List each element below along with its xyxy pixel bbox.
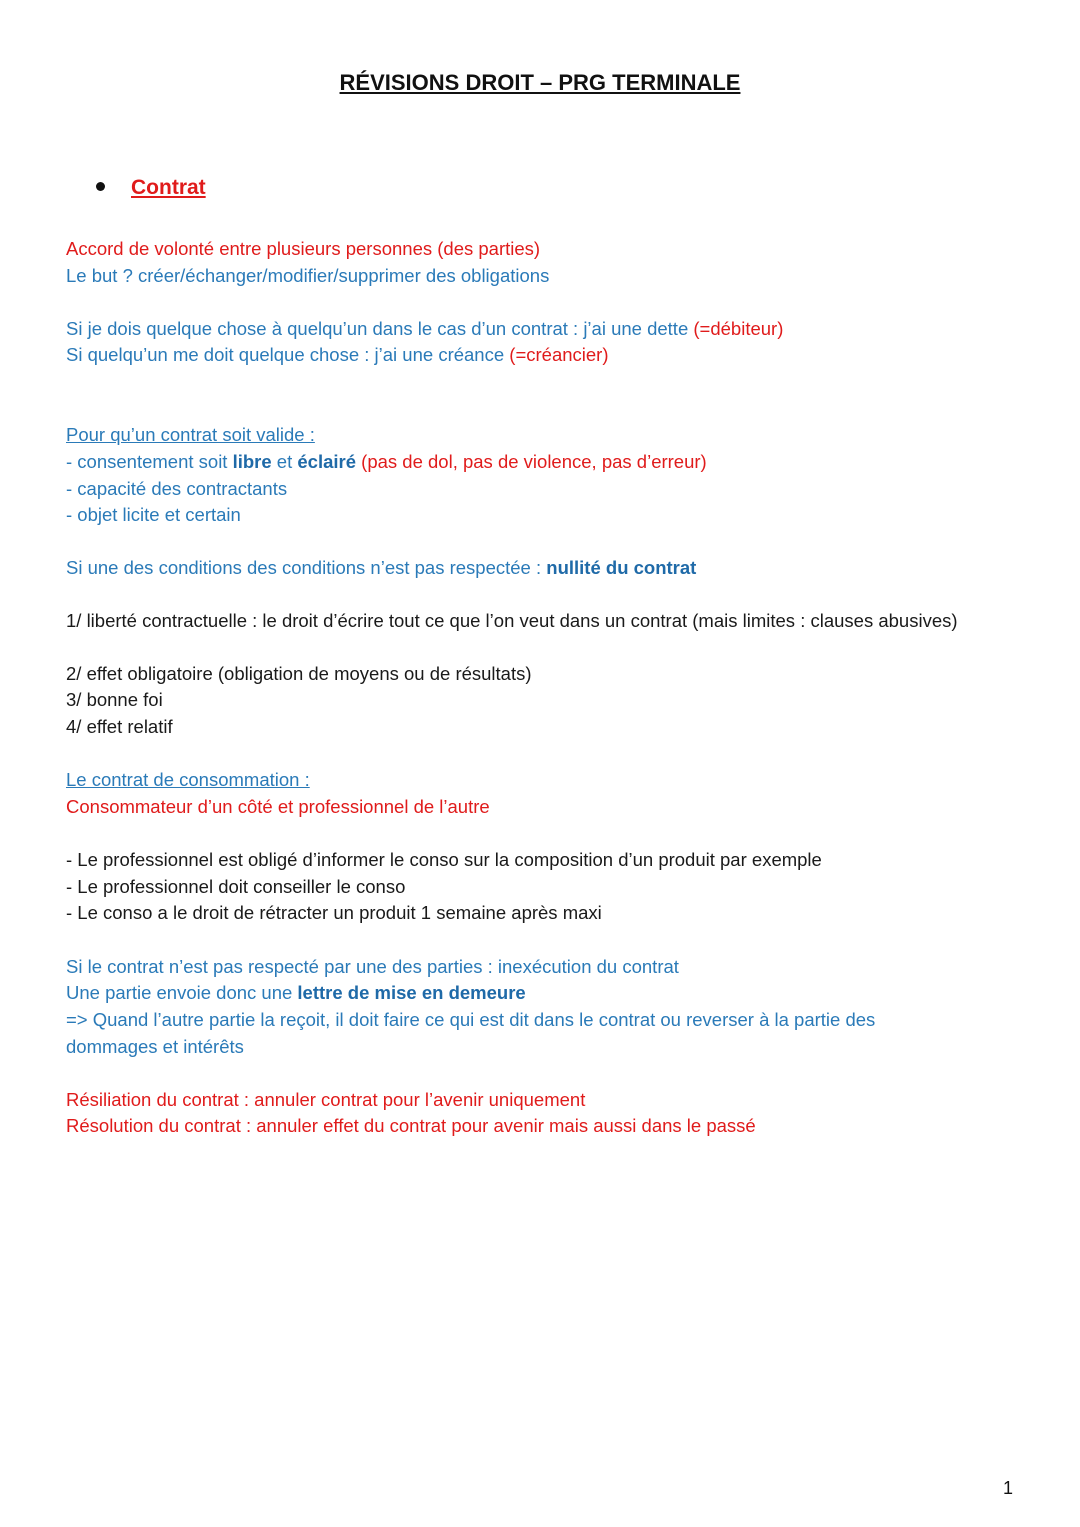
mise-en-demeure-line [66,980,966,1007]
principe-1: 1/ liberté contractuelle : le droit d’écrire tout ce que l’on veut dans un contrat (mais limites : clauses abusives) [66,610,958,631]
section-heading-contrat [96,176,206,200]
c1-libre: libre [232,451,272,472]
mise-en-demeure-bold: lettre de mise en demeure [297,982,526,1003]
dette-text: Si je dois quelque chose à quelqu’un dans le cas d’un contrat : j’ai une dette [66,318,694,339]
principe-2: 2/ effet obligatoire (obligation de moyens ou de résultats) [66,663,532,684]
resolution-line: Résolution du contrat : annuler effet du contrat pour avenir mais aussi dans le passé [66,1115,756,1136]
but-line: Le but ? créer/échanger/modifier/supprimer des obligations [66,265,550,286]
debiteur-note: (=débiteur) [693,318,784,339]
dommages-line: => Quand l’autre partie la reçoit, il doit faire ce qui est dit dans le contrat ou reverser à la partie des dommages et intérêts [66,1009,876,1057]
c1-et: et [271,451,298,472]
conso-item-1: - Le professionnel est obligé d’informer le conso sur la composition d’un produit par exemple [66,849,822,870]
c1-eclaire: éclairé [297,451,357,472]
dette-line [66,316,966,343]
creance-text: Si quelqu’un me doit quelque chose : j’ai une créance [66,344,510,365]
accord-line: Accord de volonté entre plusieurs personnes (des parties) [66,238,541,259]
condition-objet: - objet licite et certain [66,504,241,525]
c1-note: (pas de dol, pas de violence, pas d’erreur) [356,451,707,472]
creance-line [66,342,966,369]
nullite-bold: nullité du contrat [546,557,697,578]
principe-4: 4/ effet relatif [66,716,173,737]
bullet-icon [96,182,105,191]
nullite-line [66,555,966,582]
consommation-heading: Le contrat de consommation : [66,769,310,790]
conso-item-3: - Le conso a le droit de rétracter un produit 1 semaine après maxi [66,902,602,923]
resiliation-line: Résiliation du contrat : annuler contrat pour l’avenir uniquement [66,1089,586,1110]
page-number: 1 [1003,1478,1014,1498]
nullite-text: Si une des conditions des conditions n’est pas respectée : [66,557,547,578]
mise-en-demeure-text: Une partie envoie donc une [66,982,298,1003]
conso-item-2: - Le professionnel doit conseiller le conso [66,876,406,897]
inexecution-line: Si le contrat n’est pas respecté par une des parties : inexécution du contrat [66,956,679,977]
principe-3: 3/ bonne foi [66,689,163,710]
section-label: Contrat [131,176,206,199]
condition-consentement [66,449,966,476]
creancier-note: (=créancier) [509,344,609,365]
consommation-definition: Consommateur d’un côté et professionnel de l’autre [66,796,490,817]
page-title: RÉVISIONS DROIT – PRG TERMINALE [339,70,741,95]
c1-text: - consentement soit [66,451,233,472]
validite-heading: Pour qu’un contrat soit valide : [66,424,315,445]
condition-capacite: - capacité des contractants [66,478,288,499]
